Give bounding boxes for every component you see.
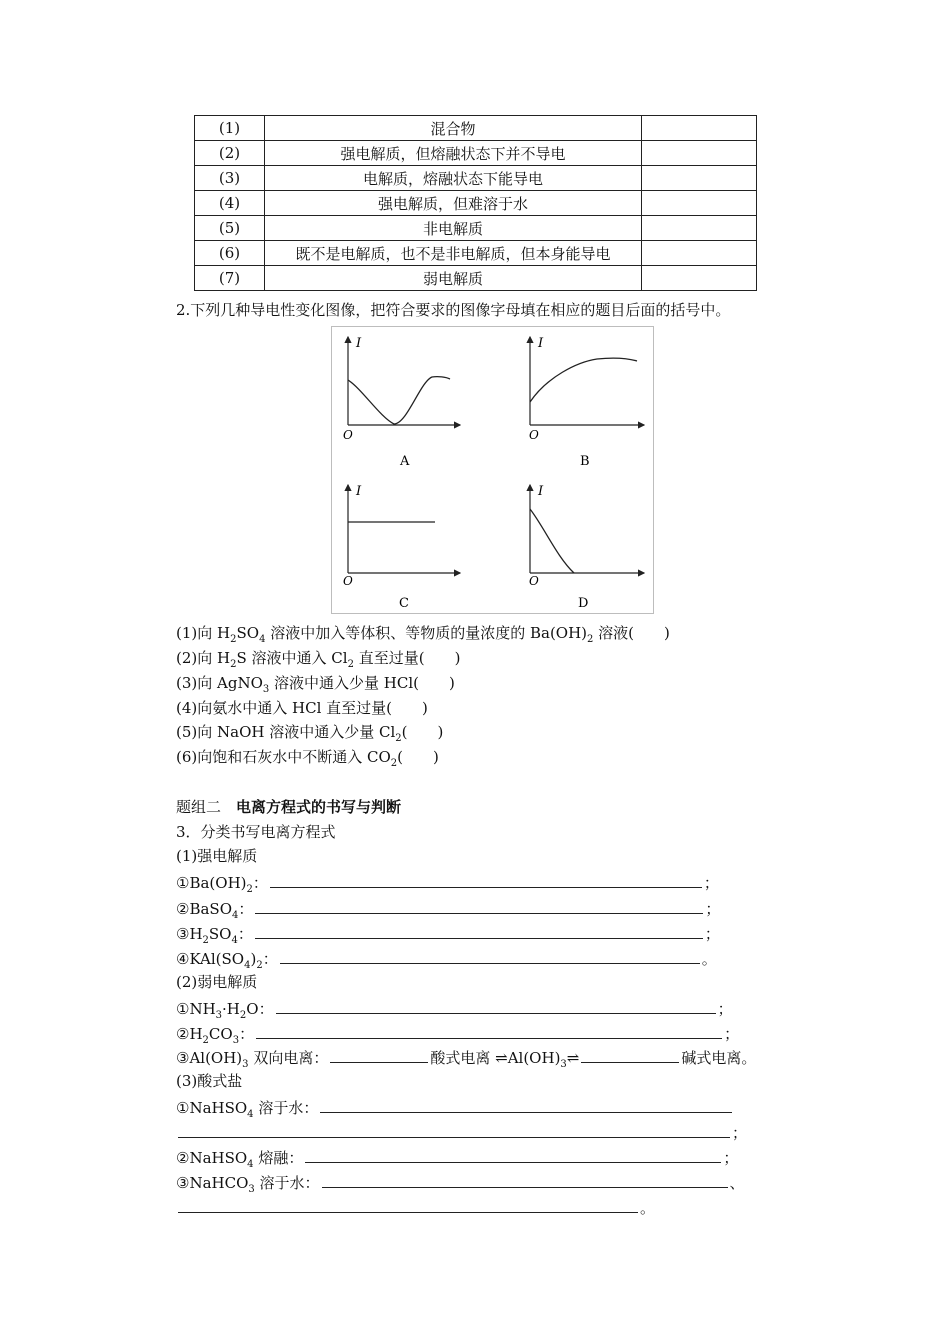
answer-blank[interactable] bbox=[255, 898, 703, 914]
graph-c-label: C bbox=[399, 596, 409, 611]
question-2-title: 2.下列几种导电性变化图像，把符合要求的图像字母填在相应的题目后面的括号中。 bbox=[176, 301, 731, 319]
graph-d-label: D bbox=[578, 596, 589, 611]
strong-item-2: ②BaSO$_4$： ； bbox=[176, 900, 721, 921]
table-row bbox=[195, 241, 757, 266]
answer-blank[interactable] bbox=[178, 1197, 638, 1213]
graph-b-curve bbox=[530, 358, 637, 402]
row-description: 既不是电解质，也不是非电解质，但本身能导电 bbox=[265, 241, 642, 266]
answer-blank[interactable] bbox=[581, 1047, 679, 1063]
answer-blank[interactable] bbox=[256, 1023, 722, 1039]
graph-a bbox=[343, 336, 460, 469]
answer-blank[interactable] bbox=[305, 1147, 721, 1163]
row-number: (5) bbox=[195, 216, 265, 241]
answer-cell[interactable] bbox=[642, 166, 757, 191]
answer-blank[interactable] bbox=[270, 872, 702, 888]
answer-blank[interactable] bbox=[276, 998, 716, 1014]
q2-item-2: (2)向 $H_2S$ 溶液中通入 $Cl_2$ 直至过量( ) bbox=[176, 649, 461, 670]
answer-blank[interactable] bbox=[330, 1047, 428, 1063]
strong-item-4: $④KAl(SO_4)_2$： 。 bbox=[176, 950, 717, 971]
table-row bbox=[195, 216, 757, 241]
row-number: (4) bbox=[195, 191, 265, 216]
graph-b-label: B bbox=[580, 454, 590, 469]
acid-salt-item-3-cont: 。 bbox=[176, 1197, 655, 1218]
conductivity-graphs bbox=[331, 326, 654, 614]
acid-salt-item-3: ③NaHCO$_3$ 溶于水： 、 bbox=[176, 1174, 745, 1195]
graph-c-axis-label: I bbox=[356, 484, 362, 499]
answer-cell[interactable] bbox=[642, 116, 757, 141]
table-row bbox=[195, 191, 757, 216]
strong-heading: (1)强电解质 bbox=[176, 847, 258, 865]
answer-blank[interactable] bbox=[255, 923, 703, 939]
row-description: 混合物 bbox=[265, 116, 642, 141]
table-row bbox=[195, 266, 757, 291]
row-description: 弱电解质 bbox=[265, 266, 642, 291]
graph-c bbox=[343, 484, 460, 611]
graphs-svg bbox=[332, 327, 653, 613]
graph-b-axis-label: I bbox=[538, 336, 544, 351]
weak-item-1: $①NH_3\cdot H_2O$： ； bbox=[176, 1000, 733, 1021]
q2-item-3: (3)向 AgNO$_3$ 溶液中通入少量 HCl( ) bbox=[176, 674, 455, 695]
graph-d-origin: O bbox=[529, 574, 539, 588]
strong-item-3: $③H_2SO_4$： ； bbox=[176, 925, 720, 946]
table-row bbox=[195, 141, 757, 166]
graph-d bbox=[529, 484, 644, 611]
q2-item-6: (6)向饱和石灰水中不断通入 $CO_2$( ) bbox=[176, 748, 439, 769]
row-description: 非电解质 bbox=[265, 216, 642, 241]
row-description: 强电解质，但难溶于水 bbox=[265, 191, 642, 216]
graph-b-origin: O bbox=[529, 428, 539, 442]
group2-heading: 题组二 电离方程式的书写与判断 bbox=[176, 798, 402, 816]
table-row bbox=[195, 166, 757, 191]
answer-cell[interactable] bbox=[642, 216, 757, 241]
acid-salt-item-1: ①NaHSO$_4$ 溶于水： bbox=[176, 1097, 734, 1118]
answer-blank[interactable] bbox=[320, 1097, 732, 1113]
answer-cell[interactable] bbox=[642, 191, 757, 216]
answer-blank[interactable] bbox=[178, 1122, 730, 1138]
q2-item-4: (4)向氨水中通入 HCl 直至过量( ) bbox=[176, 699, 428, 717]
weak-item-2: $②H_2CO_3$： ； bbox=[176, 1025, 740, 1046]
answer-cell[interactable] bbox=[642, 141, 757, 166]
answer-cell[interactable] bbox=[642, 241, 757, 266]
row-number: (6) bbox=[195, 241, 265, 266]
graph-b bbox=[529, 336, 644, 469]
graph-d-curve bbox=[530, 509, 574, 573]
graph-a-axis-label: I bbox=[356, 336, 362, 351]
row-number: (1) bbox=[195, 116, 265, 141]
graph-c-origin: O bbox=[343, 574, 353, 588]
answer-blank[interactable] bbox=[322, 1172, 728, 1188]
graph-a-origin: O bbox=[343, 428, 353, 442]
graph-a-curve bbox=[348, 377, 450, 424]
row-number: (3) bbox=[195, 166, 265, 191]
weak-heading: (2)弱电解质 bbox=[176, 973, 258, 991]
graph-a-label: A bbox=[400, 454, 410, 469]
row-number: (7) bbox=[195, 266, 265, 291]
row-description: 强电解质，但熔融状态下并不导电 bbox=[265, 141, 642, 166]
q2-item-1: (1)向 $H_2SO_4$ 溶液中加入等体积、等物质的量浓度的 $Ba(OH)_2$ 溶液( ) bbox=[176, 624, 670, 645]
row-description: 电解质，熔融状态下能导电 bbox=[265, 166, 642, 191]
acid-salt-item-2: ②NaHSO$_4$ 熔融： ； bbox=[176, 1149, 739, 1170]
answer-blank[interactable] bbox=[280, 948, 700, 964]
graph-d-axis-label: I bbox=[538, 484, 544, 499]
q3-title: 3．分类书写电离方程式 bbox=[176, 823, 336, 841]
row-number: (2) bbox=[195, 141, 265, 166]
table-row bbox=[195, 116, 757, 141]
strong-item-1: $①Ba(OH)_2$： ； bbox=[176, 874, 719, 895]
classification-table bbox=[194, 115, 757, 291]
acid-salt-heading: (3)酸式盐 bbox=[176, 1072, 243, 1090]
q2-item-5: (5)向 NaOH 溶液中通入少量 $Cl_2$( ) bbox=[176, 723, 444, 744]
acid-salt-item-1-cont: ； bbox=[176, 1122, 747, 1143]
answer-cell[interactable] bbox=[642, 266, 757, 291]
weak-item-3: $③Al(OH)_3$ 双向电离： 酸式电离 $\rightleftharpoons Al(OH)_3\rightleftharpoons$ 碱式电离。 bbox=[176, 1049, 757, 1070]
